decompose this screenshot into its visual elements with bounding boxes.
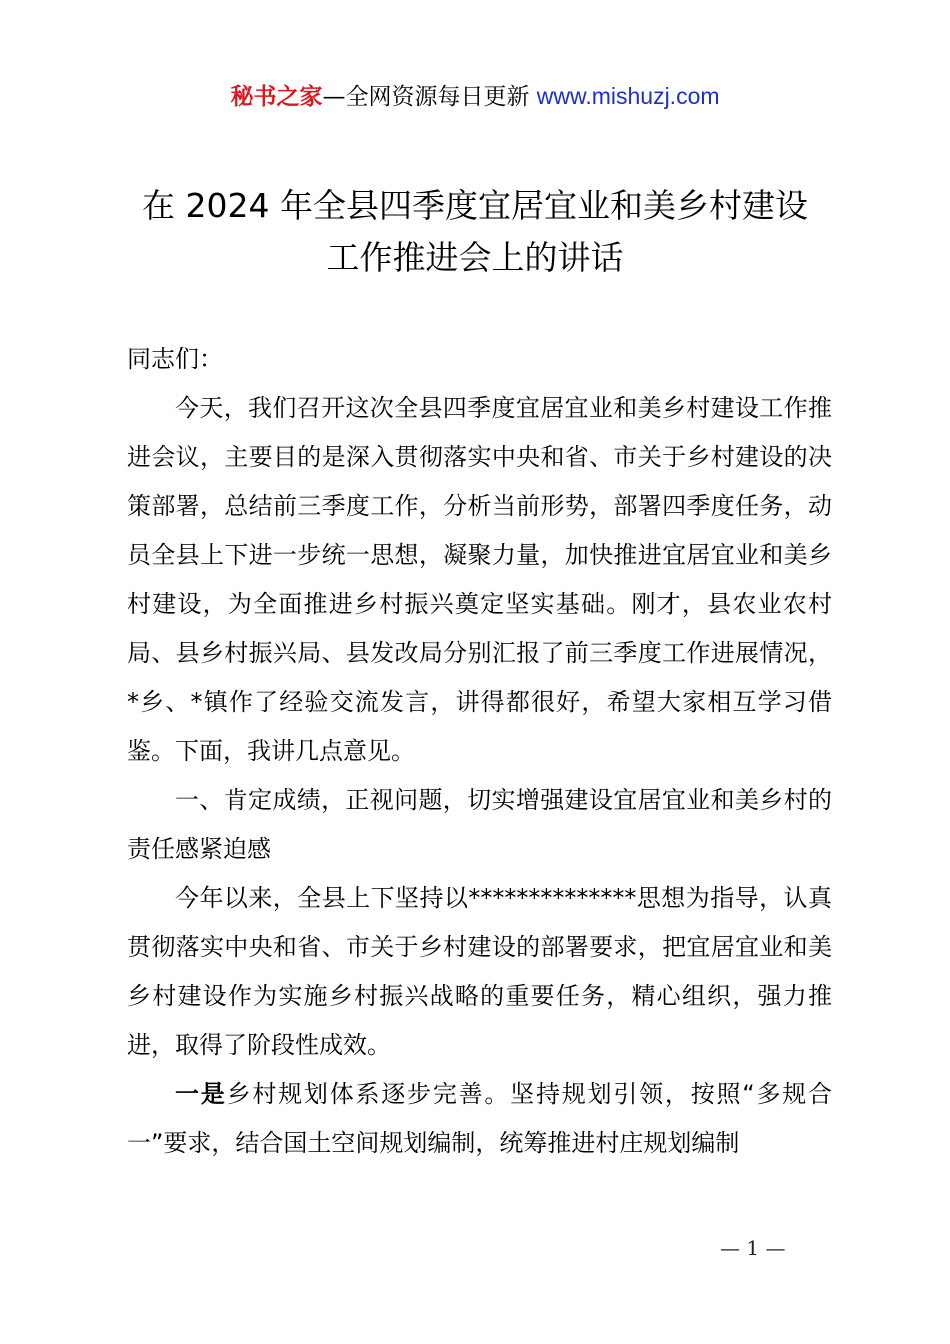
point-lead: 一是 bbox=[175, 1080, 227, 1108]
site-header bbox=[0, 80, 950, 113]
page-number: — 1 — bbox=[720, 1236, 786, 1260]
greeting: 同志们： bbox=[127, 345, 223, 373]
paragraph-achievements: 今年以来，全县上下坚持以**************思想为指导，认真贯彻落实中央和省、市关于乡村建设的部署要求，把宜居宜业和美乡村建设作为实施乡村振兴战略的重要任务，精心组织，强力推进，取得了阶段性成效。 bbox=[127, 884, 832, 1059]
section-heading-1: 一、肯定成绩，正视问题，切实增强建设宜居宜业和美乡村的责任感紧迫感 bbox=[127, 786, 832, 863]
paragraph-point-1 bbox=[127, 1070, 832, 1168]
document-title bbox=[60, 180, 890, 284]
title-line-2: 工作推进会上的讲话 bbox=[326, 238, 624, 277]
document-body bbox=[127, 335, 832, 1168]
point-text: 乡村规划体系逐步完善。坚持规划引领，按照“多规合一”要求，结合国土空间规划编制，统筹推进村庄规划编制 bbox=[127, 1080, 833, 1157]
title-line-1: 在 2024 年全县四季度宜居宜业和美乡村建设 bbox=[142, 186, 808, 225]
brand-name: 秘书之家 bbox=[230, 84, 323, 110]
site-url[interactable]: www.mishuzj.com bbox=[536, 83, 720, 109]
paragraph-intro: 今天，我们召开这次全县四季度宜居宜业和美乡村建设工作推进会议，主要目的是深入贯彻落实中央和省、市关于乡村建设的决策部署，总结前三季度工作，分析当前形势，部署四季度任务，动员全县上下进一步统一思想，凝聚力量，加快推进宜居宜业和美乡村建设，为全面推进乡村振兴奠定坚实基础。刚才，县农业农村局、县乡村振兴局、县发改局分别汇报了前三季度工作进展情况，*乡、*镇作了经验交流发言，讲得都很好，希望大家相互学习借鉴。下面，我讲几点意见。 bbox=[127, 394, 832, 765]
header-slogan: —全网资源每日更新 bbox=[322, 84, 537, 110]
